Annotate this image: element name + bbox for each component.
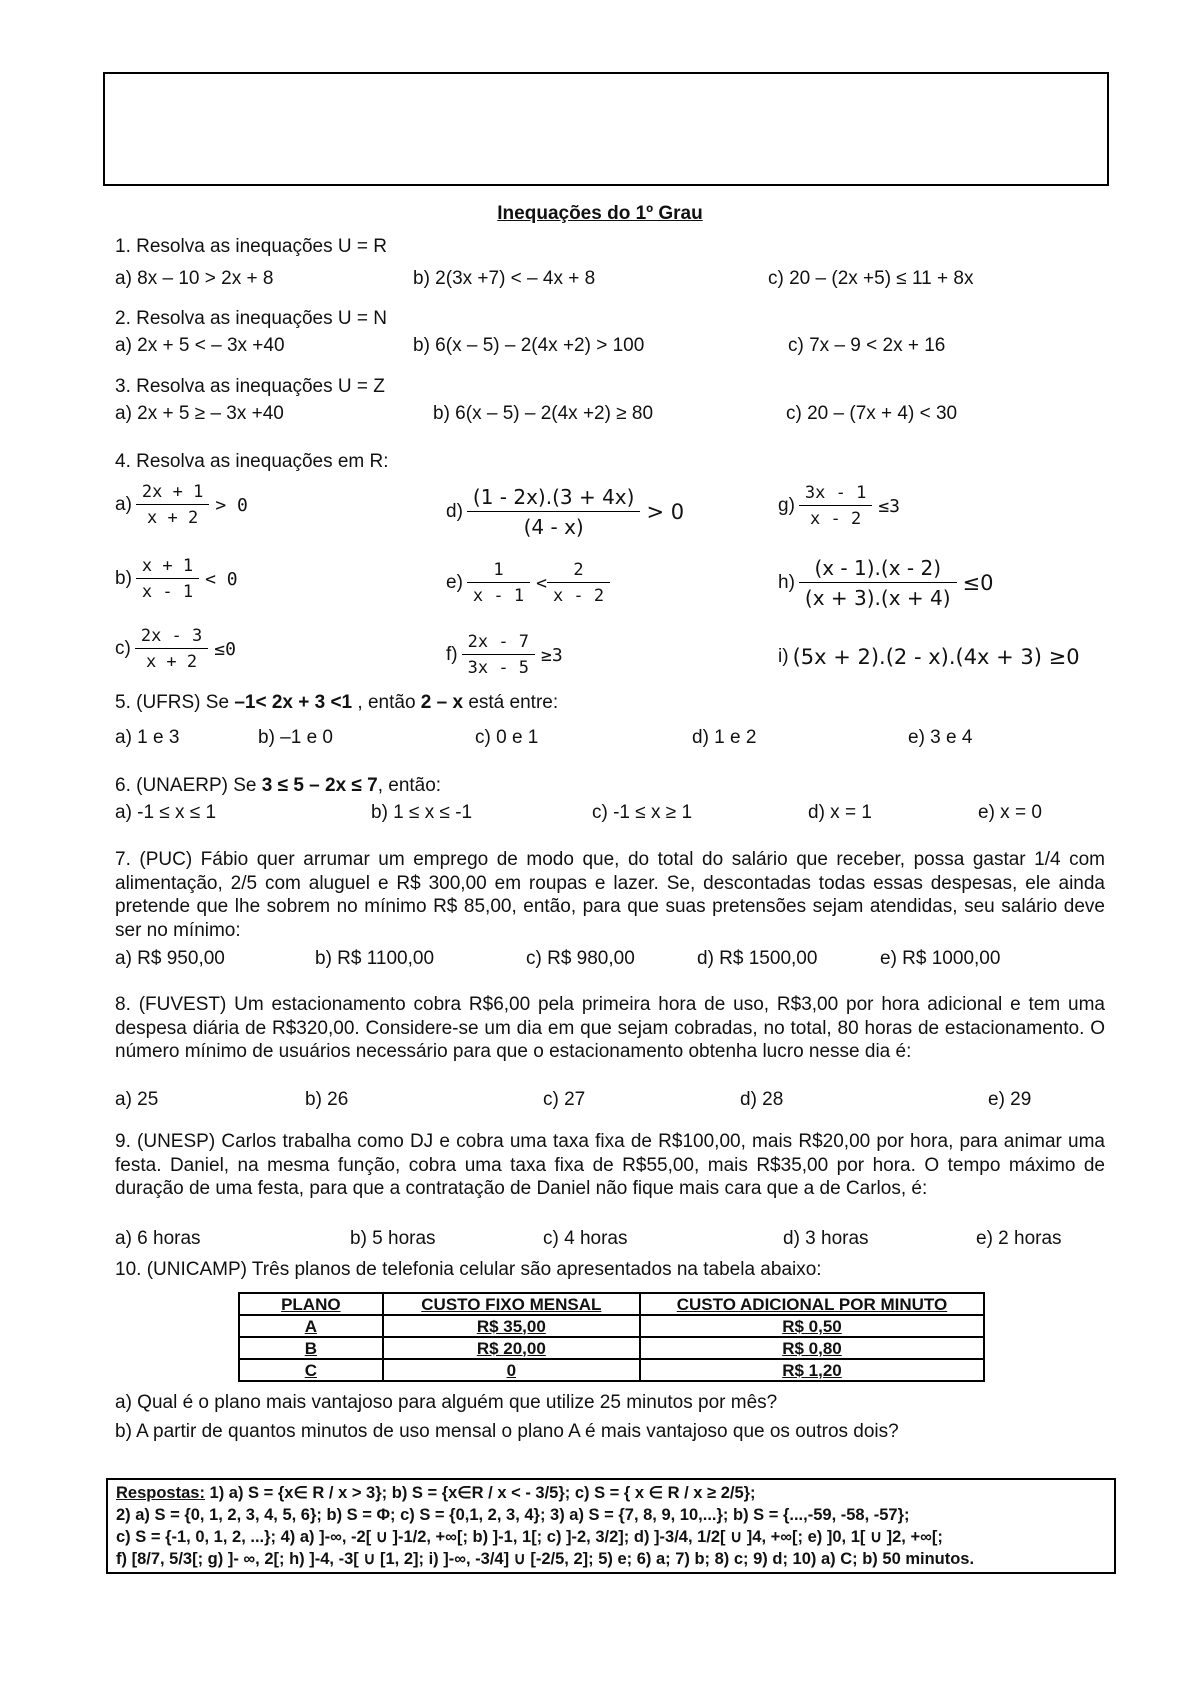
q4-e-denominator-right: x - 2 bbox=[552, 586, 605, 606]
q4-item-h bbox=[778, 556, 994, 610]
q8-option-a: a) 25 bbox=[115, 1089, 159, 1110]
q8-option-e: e) 29 bbox=[988, 1089, 1032, 1110]
q3-a: a) 2x + 5 ≥ – 3x +40 bbox=[115, 403, 284, 424]
q5-condition: –1< 2x + 3 <1 bbox=[234, 692, 353, 713]
q4-c-tail: ≤0 bbox=[214, 638, 236, 660]
table-cell: R$ 20,00 bbox=[383, 1337, 640, 1359]
q6-stem bbox=[115, 775, 441, 797]
q4-g-fraction bbox=[799, 483, 872, 529]
q4-e-numerator-right: 2 bbox=[547, 560, 610, 583]
q4-item-a bbox=[115, 482, 248, 528]
q4-f-numerator: 2x - 7 bbox=[462, 632, 535, 655]
q5-stem bbox=[115, 692, 558, 714]
table-cell: B bbox=[239, 1337, 383, 1359]
q4-f-tail: ≥3 bbox=[541, 644, 563, 666]
table-cell: 0 bbox=[383, 1359, 640, 1381]
q4-i-expression: (5x + 2).(2 - x).(4x + 3) ≥0 bbox=[792, 645, 1080, 669]
q4-c-denominator: x + 2 bbox=[145, 652, 198, 672]
q2-a: a) 2x + 5 < – 3x +40 bbox=[115, 335, 285, 356]
table-header-row bbox=[239, 1293, 984, 1315]
q5-option-e: e) 3 e 4 bbox=[908, 727, 973, 748]
q3-stem: 3. Resolva as inequações U = Z bbox=[115, 376, 385, 397]
q1-stem: 1. Resolva as inequações U = R bbox=[115, 236, 387, 257]
q6-post: , então: bbox=[377, 775, 442, 796]
answers-label: Respostas: bbox=[116, 1484, 205, 1502]
q4-e-fraction-left bbox=[467, 560, 530, 606]
q1-c: c) 20 – (2x +5) ≤ 11 + 8x bbox=[768, 268, 974, 289]
table-cell: R$ 0,80 bbox=[640, 1337, 984, 1359]
q5-pre: 5. (UFRS) Se bbox=[115, 692, 235, 713]
page-title: Inequações do 1º Grau bbox=[497, 203, 703, 224]
q6-option-e: e) x = 0 bbox=[978, 802, 1042, 823]
q3-b: b) 6(x – 5) – 2(4x +2) ≥ 80 bbox=[433, 403, 654, 424]
table-row bbox=[239, 1315, 984, 1337]
q4-b-label: b) bbox=[115, 568, 132, 589]
q7-option-c: c) R$ 980,00 bbox=[526, 948, 635, 969]
q4-g-denominator: x - 2 bbox=[810, 509, 862, 529]
q1-a: a) 8x – 10 > 2x + 8 bbox=[115, 268, 274, 289]
q4-d-tail: > 0 bbox=[646, 500, 685, 524]
q4-e-label: e) bbox=[446, 572, 463, 593]
q6-option-d: d) x = 1 bbox=[808, 802, 872, 823]
q4-a-tail: > 0 bbox=[215, 494, 248, 516]
q6-condition: 3 ≤ 5 – 2x ≤ 7 bbox=[261, 775, 378, 796]
q4-item-c bbox=[115, 626, 236, 672]
q5-option-d: d) 1 e 2 bbox=[692, 727, 757, 748]
q5-post: está entre: bbox=[463, 692, 559, 713]
q4-item-g bbox=[778, 483, 900, 529]
answers-line-4: f) [8/7, 5/3[; g) ]- ∞, 2[; h) ]-4, -3[ ∪ [1, 2]; i) ]-∞, -3/4] ∪ [-2/5, 2]; 5) e; 6) a; 7) b; 8) c; 9) d; 10) a) C; b) 50 minutos. bbox=[116, 1550, 975, 1568]
q4-item-d bbox=[446, 485, 684, 539]
q7-text: 7. (PUC) Fábio quer arrumar um emprego de modo que, do total do salário que receber, possa gastar 1/4 com alimentação, 2/5 com aluguel e R$ 300,00 em roupas e lazer. Se, descontadas todas essas despesas, ele ainda pretende que lhe sobrem no mínimo R$ 85,00, então, para que suas pretensões sejam atendidas, seu salário deve ser no mínimo: bbox=[115, 849, 1105, 941]
q4-f-label: f) bbox=[446, 644, 458, 665]
answers-line-2: 2) a) S = {0, 1, 2, 3, 4, 5, 6}; b) S = Φ; c) S = {0,1, 2, 3, 4}; 3) a) S = {7, 8, 9, 10,...}; b) S = {...,-59, -58, -57}; bbox=[116, 1506, 910, 1524]
q4-e-numerator-left: 1 bbox=[467, 560, 530, 583]
q4-f-denominator: 3x - 5 bbox=[467, 658, 530, 678]
header-box bbox=[103, 72, 1109, 186]
q4-a-fraction bbox=[136, 482, 209, 528]
q4-i-label: i) bbox=[778, 646, 789, 667]
q4-d-label: d) bbox=[446, 501, 463, 522]
q10-b: b) A partir de quantos minutos de uso mensal o plano A é mais vantajoso que os outros dois? bbox=[115, 1421, 899, 1442]
q4-item-e bbox=[446, 560, 610, 606]
q4-f-fraction bbox=[462, 632, 535, 678]
q4-a-numerator: 2x + 1 bbox=[136, 482, 209, 505]
q4-b-tail: < 0 bbox=[205, 568, 238, 590]
table-row bbox=[239, 1337, 984, 1359]
q4-c-label: c) bbox=[115, 638, 131, 659]
q4-item-i bbox=[778, 645, 1080, 669]
table-cell: R$ 35,00 bbox=[383, 1315, 640, 1337]
q4-e-fraction-right bbox=[547, 560, 610, 606]
q8-option-b: b) 26 bbox=[305, 1089, 349, 1110]
q4-c-numerator: 2x - 3 bbox=[135, 626, 208, 649]
q4-item-b bbox=[115, 556, 238, 602]
plans-table bbox=[238, 1292, 985, 1382]
q4-d-denominator: (4 - x) bbox=[523, 515, 584, 539]
q4-c-fraction bbox=[135, 626, 208, 672]
table-row bbox=[239, 1359, 984, 1381]
table-cell: A bbox=[239, 1315, 383, 1337]
q9-option-c: c) 4 horas bbox=[543, 1228, 628, 1249]
q5-expression: 2 – x bbox=[420, 692, 464, 713]
q9-option-e: e) 2 horas bbox=[976, 1228, 1062, 1249]
q4-h-numerator: (x - 1).(x - 2) bbox=[799, 556, 957, 583]
q4-g-numerator: 3x - 1 bbox=[799, 483, 872, 506]
q4-b-denominator: x - 1 bbox=[141, 582, 194, 602]
q2-stem: 2. Resolva as inequações U = N bbox=[115, 308, 387, 329]
q7-option-a: a) R$ 950,00 bbox=[115, 948, 225, 969]
q8-option-c: c) 27 bbox=[543, 1089, 586, 1110]
q4-h-denominator: (x + 3).(x + 4) bbox=[804, 586, 951, 610]
q3-c: c) 20 – (7x + 4) < 30 bbox=[786, 403, 958, 424]
q5-option-a: a) 1 e 3 bbox=[115, 727, 180, 748]
q4-h-label: h) bbox=[778, 572, 795, 593]
table-cell: C bbox=[239, 1359, 383, 1381]
q9-text: 9. (UNESP) Carlos trabalha como DJ e cobra uma taxa fixa de R$100,00, mais R$20,00 por hora, para animar uma festa. Daniel, na mesma função, cobra uma taxa fixa de R$55,00, mais R$35,00 por hora. O tempo máximo de duração de uma festa, para que a contratação de Daniel não fique mais cara que a de Carlos, é: bbox=[115, 1131, 1105, 1199]
q4-g-label: g) bbox=[778, 495, 795, 516]
q5-option-b: b) –1 e 0 bbox=[258, 727, 333, 748]
q7-option-d: d) R$ 1500,00 bbox=[697, 948, 818, 969]
q1-b: b) 2(3x +7) < – 4x + 8 bbox=[413, 268, 596, 289]
q4-b-fraction bbox=[136, 556, 199, 602]
table-header: CUSTO ADICIONAL POR MINUTO bbox=[640, 1293, 984, 1315]
q4-d-numerator: (1 - 2x).(3 + 4x) bbox=[467, 485, 641, 512]
q4-d-fraction bbox=[467, 485, 641, 539]
q10-a: a) Qual é o plano mais vantajoso para alguém que utilize 25 minutos por mês? bbox=[115, 1392, 778, 1413]
q9-option-a: a) 6 horas bbox=[115, 1228, 201, 1249]
q6-option-a: a) -1 ≤ x ≤ 1 bbox=[115, 802, 217, 823]
q6-option-b: b) 1 ≤ x ≤ -1 bbox=[371, 802, 473, 823]
q4-e-denominator-left: x - 1 bbox=[472, 586, 525, 606]
q2-c: c) 7x – 9 < 2x + 16 bbox=[788, 335, 946, 356]
q4-g-tail: ≤3 bbox=[878, 495, 901, 517]
q5-option-c: c) 0 e 1 bbox=[475, 727, 539, 748]
q4-a-denominator: x + 2 bbox=[147, 508, 199, 528]
q4-a-label: a) bbox=[115, 494, 132, 515]
q4-b-numerator: x + 1 bbox=[136, 556, 199, 579]
q10-stem: 10. (UNICAMP) Três planos de telefonia celular são apresentados na tabela abaixo: bbox=[115, 1259, 822, 1280]
answers-line-3: c) S = {-1, 0, 1, 2, ...}; 4) a) ]-∞, -2[ ∪ ]-1/2, +∞[; b) ]-1, 1[; c) ]-2, 3/2]; d) ]-3/4, 1/2[ ∪ ]4, +∞[; e) ]0, 1[ ∪ ]2, +∞[; bbox=[116, 1528, 943, 1546]
answers-line-1 bbox=[116, 1482, 1106, 1504]
q7-option-e: e) R$ 1000,00 bbox=[880, 948, 1001, 969]
answers-line-1-text: 1) a) S = {x∈ R / x > 3}; b) S = {x∈R / x < - 3/5}; c) S = { x ∈ R / x ≥ 2/5}; bbox=[204, 1484, 756, 1502]
q9-option-b: b) 5 horas bbox=[350, 1228, 436, 1249]
table-header: CUSTO FIXO MENSAL bbox=[383, 1293, 640, 1315]
table-cell: R$ 1,20 bbox=[640, 1359, 984, 1381]
q4-h-fraction bbox=[799, 556, 957, 610]
q4-e-operator: < bbox=[536, 572, 547, 594]
q6-pre: 6. (UNAERP) Se bbox=[115, 775, 262, 796]
q5-mid: , então bbox=[352, 692, 421, 713]
q6-option-c: c) -1 ≤ x ≥ 1 bbox=[592, 802, 693, 823]
q9-option-d: d) 3 horas bbox=[783, 1228, 869, 1249]
q4-item-f bbox=[446, 632, 563, 678]
q8-option-d: d) 28 bbox=[740, 1089, 784, 1110]
answers-box bbox=[106, 1478, 1116, 1574]
q8-text: 8. (FUVEST) Um estacionamento cobra R$6,00 pela primeira hora de uso, R$3,00 por hora adicional e tem uma despesa diária de R$320,00. Considere-se um dia em que sejam cobradas, no total, 80 horas de estacionamento. O número mínimo de usuários necessário para que o estacionamento obtenha lucro nesse dia é: bbox=[115, 994, 1105, 1062]
q2-b: b) 6(x – 5) – 2(4x +2) > 100 bbox=[413, 335, 645, 356]
q7-option-b: b) R$ 1100,00 bbox=[315, 948, 435, 969]
q4-stem: 4. Resolva as inequações em R: bbox=[115, 451, 389, 472]
table-header: PLANO bbox=[239, 1293, 383, 1315]
table-cell: R$ 0,50 bbox=[640, 1315, 984, 1337]
q4-h-tail: ≤0 bbox=[962, 571, 994, 595]
